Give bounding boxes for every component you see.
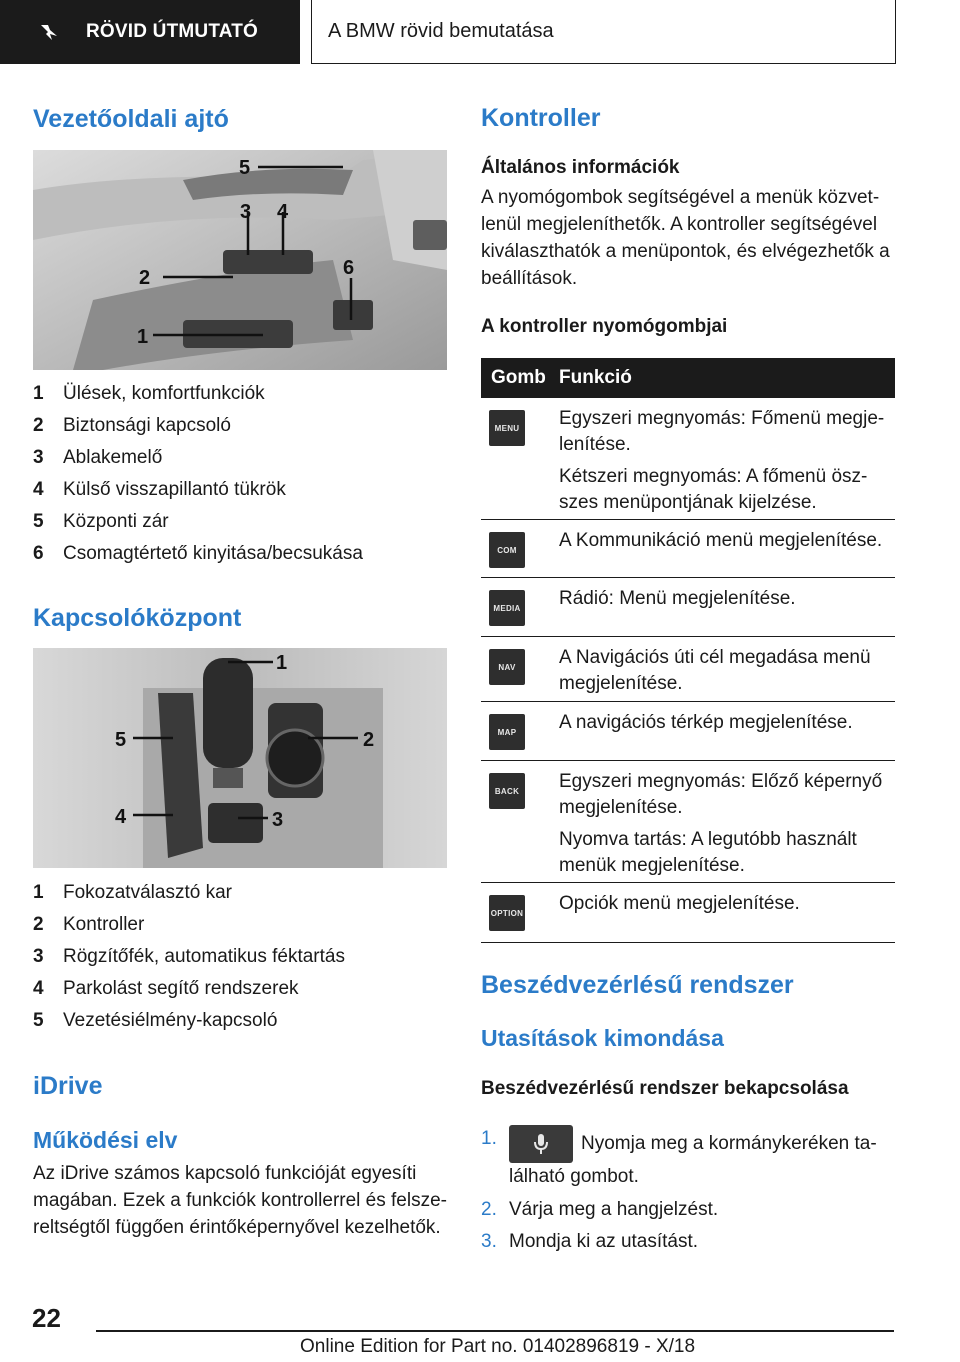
list-item: 2 Kontroller [33,914,145,935]
controller-buttons-heading: A kontroller nyomógombjai [481,316,728,337]
door-callout-2: 2 [139,267,151,289]
voice-commands-subheading: Utasítások kimondása [481,1025,724,1051]
com-button-icon: COM [489,532,525,568]
general-info-heading: Általános információk [481,157,680,178]
controller-buttons-table [481,358,895,943]
function-text: A Kommunikáció menü megjelenítése. [559,530,883,551]
idrive-text: Az iDrive számos kapcsoló funkcióját egyesíti magában. Ezek a funkciók kontrollerrel és felszereltségtől függően érintőképernyővel kezelhetők. [33,1163,447,1238]
list-item: 4 Parkolást segítő rendszerek [33,978,299,999]
list-item: 3 Rögzítőfék, automatikus féktartás [33,946,345,967]
function-text: Egyszeri megnyomás: Előző képernyő megjelenítése. [559,771,883,818]
quick-guide-icon [38,22,60,44]
function-text: A navigációs térkép megjelenítése. [559,712,853,733]
table-row [481,578,895,637]
switch-center-heading: Kapcsolóközpont [33,604,242,632]
function-text: Opciók menü megjelenítése. [559,893,800,914]
column-header-function: Funkció [559,367,632,388]
door-callout-6: 6 [343,257,355,279]
door-callout-1: 1 [137,326,149,348]
footer-edition: Online Edition for Part no. 01402896819 - X/18 [300,1336,696,1357]
voice-steps-list [481,1125,895,1255]
map-button-icon: MAP [489,714,525,750]
table-row [481,761,895,883]
list-item: 5 Központi zár [33,511,169,532]
page-number: 22 [32,1303,61,1333]
menu-button-icon: MENU [489,410,525,446]
driver-door-heading: Vezetőoldali ajtó [33,105,229,133]
voice-control-heading: Beszédvezérlésű rendszer [481,971,794,999]
list-item: 2 Biztonsági kapcsoló [33,415,231,436]
console-callout-5: 5 [115,729,127,751]
table-row [481,702,895,761]
controller-heading: Kontroller [481,104,601,132]
list-item: 1. Nyomja meg a kormánykeréken található gombot. [481,1125,895,1190]
door-callout-4: 4 [277,201,289,223]
console-callout-2: 2 [363,729,375,751]
table-row [481,520,895,578]
list-item: 6 Csomagtértető kinyitása/becsukása [33,543,363,564]
list-item: 2. Várja meg a hangjelzést. [481,1199,719,1220]
table-row [481,637,895,702]
microphone-button-icon [509,1125,573,1163]
table-row [481,883,895,943]
back-button-icon: BACK [489,773,525,809]
door-callout-3: 3 [240,201,252,223]
switch-center-photo [33,648,447,868]
list-item: 3 Ablakemelő [33,447,163,468]
console-callout-1: 1 [276,652,288,674]
function-text: Nyomva tartás: A legutóbb használt menük megjelenítése. [559,829,857,876]
driver-door-list [33,378,363,570]
console-callout-4: 4 [115,806,127,828]
chapter-tab[interactable] [0,0,300,64]
section-title [311,0,896,64]
nav-button-icon: NAV [489,649,525,685]
switch-center-list [33,877,345,1037]
media-button-icon: MEDIA [489,590,525,626]
column-header-button: Gomb [491,367,546,388]
option-button-icon: OPTION [489,895,525,931]
function-text: Rádió: Menü megjelenítése. [559,588,796,609]
door-callout-5: 5 [239,157,251,179]
list-item: 1 Ülések, komfortfunkciók [33,383,265,404]
function-text: A Navigációs úti cél megadása menü megjelenítése. [559,647,871,694]
idrive-heading: iDrive [33,1072,103,1100]
voice-activate-heading: Beszédvezérlésű rendszer bekapcsolása [481,1078,849,1099]
idrive-subheading: Működési elv [33,1127,178,1153]
section-title-text: A BMW rövid bemutatása [328,20,554,42]
driver-door-photo [33,150,447,370]
list-item: 3. Mondja ki az utasítást. [481,1231,699,1252]
footer-divider [96,1330,894,1332]
list-item: 4 Külső visszapillantó tükrök [33,479,286,500]
general-info-text: A nyomógombok segítségével a menük közvetlenül megjeleníthetők. A kontroller segítségével kiválaszthatók a menüpontok, és elvégezhetők a beállítások. [481,187,890,289]
table-header [481,358,895,398]
function-text: Egyszeri megnyomás: Főmenü megjelenítése. [559,408,885,455]
function-text: Kétszeri megnyomás: A főmenü öszszes menüpontjának kijelzése. [559,466,868,513]
console-callout-3: 3 [272,809,284,831]
list-item: 5 Vezetésiélmény-kapcsoló [33,1010,278,1031]
list-item: 1 Fokozatválasztó kar [33,882,232,903]
chapter-tab-label: RÖVID ÚTMUTATÓ [86,21,259,42]
table-row [481,398,895,520]
